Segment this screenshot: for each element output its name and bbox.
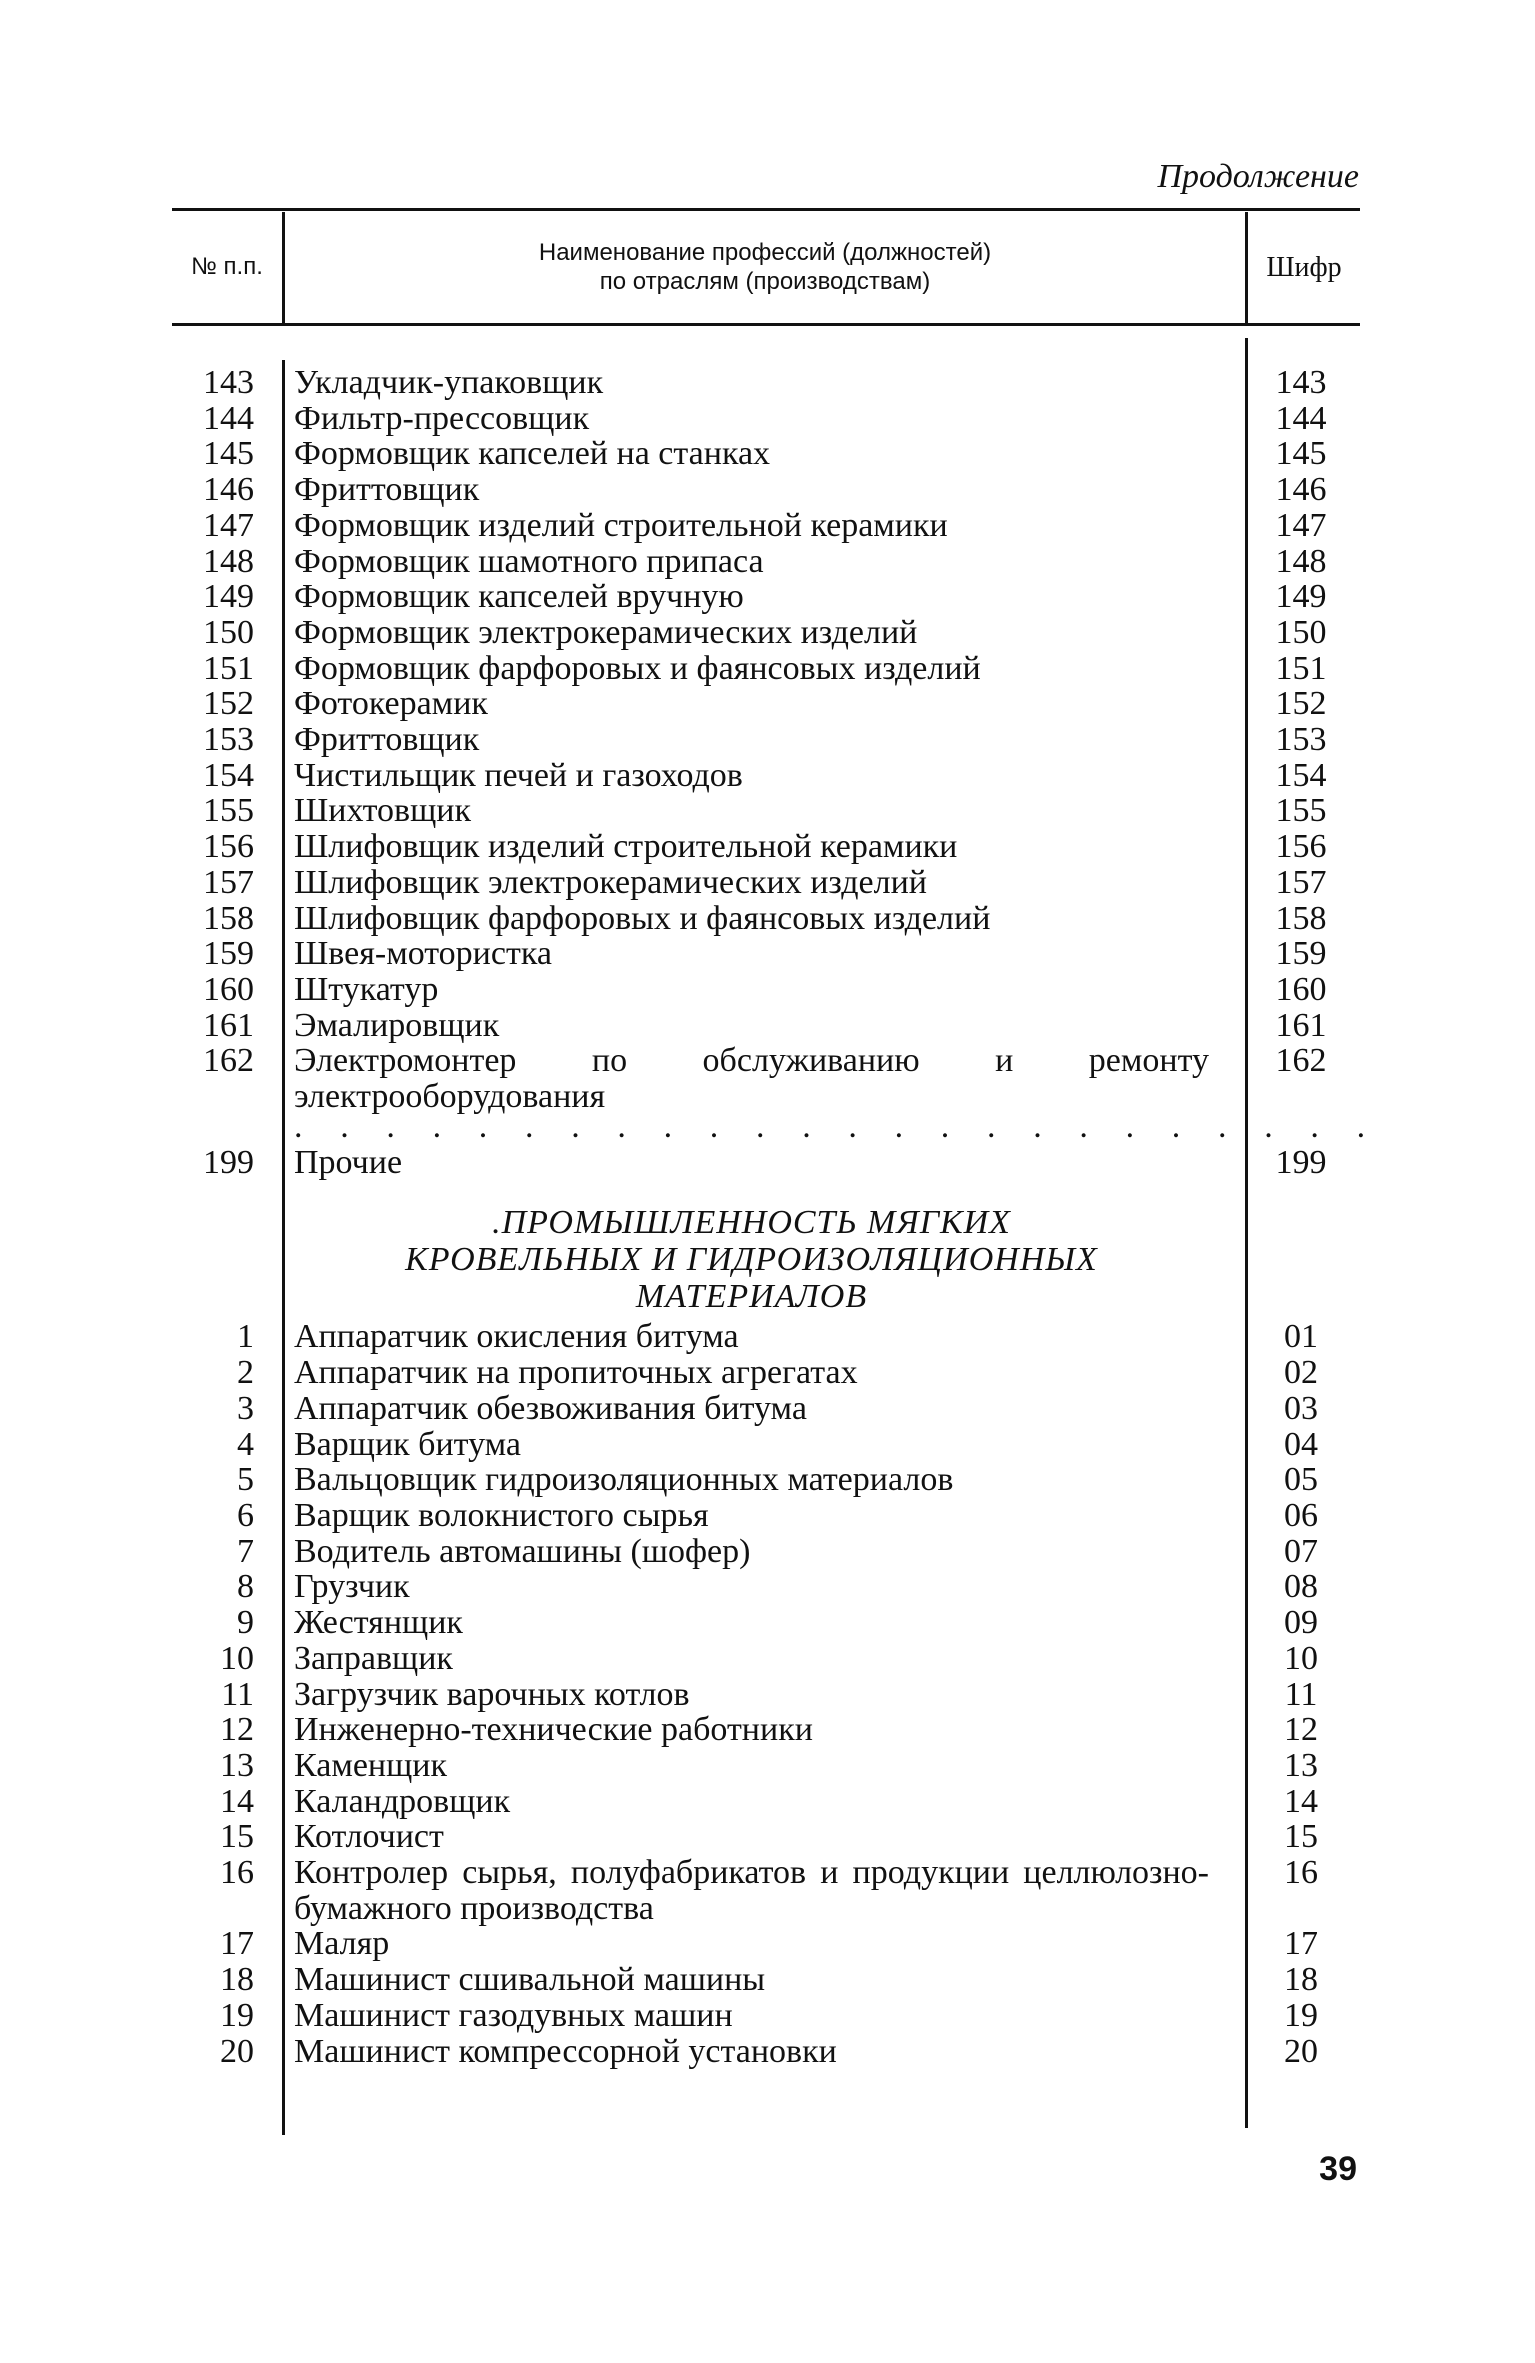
row-code: 146 xyxy=(1275,471,1327,509)
row-name: Контролер сырья, полуфабрикатов и продукции целлюлозно-бумажного производства xyxy=(294,1854,1209,1927)
row-num: 15 xyxy=(220,1818,254,1856)
row-name: Грузчик xyxy=(294,1568,410,1606)
section-title-line3: МАТЕРИАЛОВ xyxy=(635,1278,868,1316)
table-row xyxy=(172,1998,1360,2034)
table-row xyxy=(172,1391,1360,1427)
row-num: 147 xyxy=(203,506,254,544)
row-code: 05 xyxy=(1284,1461,1318,1499)
table-row xyxy=(172,1641,1360,1677)
table-row xyxy=(172,1498,1360,1534)
continued-label: Продолжение xyxy=(1157,158,1359,195)
row-num: 7 xyxy=(237,1532,254,1570)
row-name: Формовщик электрокерамических изделий xyxy=(294,613,918,651)
row-num: 14 xyxy=(220,1782,254,1820)
row-name: Котлочист xyxy=(294,1818,444,1856)
row-code: 11 xyxy=(1284,1675,1318,1713)
row-code: 06 xyxy=(1284,1496,1318,1534)
table-row xyxy=(172,1008,1360,1044)
table-row xyxy=(172,1569,1360,1605)
ellipsis-dots: . . . . . . . . . . . . . . . . . . . . . . . . xyxy=(294,1107,1380,1145)
page-number: 39 xyxy=(1319,2150,1357,2188)
table-row xyxy=(172,936,1360,972)
row-name: Маляр xyxy=(294,1925,390,1963)
row-name: Аппаратчик на пропиточных агрегатах xyxy=(294,1354,858,1392)
row-name: Прочие xyxy=(294,1143,403,1181)
row-name: Машинист газодувных машин xyxy=(294,1996,733,2034)
row-name: Аппаратчик обезвоживания битума xyxy=(294,1389,807,1427)
row-code: 03 xyxy=(1284,1389,1318,1427)
row-code: 143 xyxy=(1275,364,1327,401)
table-row xyxy=(172,1819,1360,1855)
table-row xyxy=(172,1677,1360,1713)
header-code: Шифр xyxy=(1266,251,1342,283)
header-name-line1: Наименование профессий (должностей) xyxy=(538,238,992,266)
row-code: 161 xyxy=(1275,1006,1327,1044)
row-name: Укладчик-упаковщик xyxy=(294,364,604,401)
table-row xyxy=(172,1748,1360,1784)
row-name: Фильтр-прессовщик xyxy=(294,399,590,437)
row-num: 12 xyxy=(220,1711,254,1749)
table-row xyxy=(172,2034,1360,2070)
row-name: Загрузчик варочных котлов xyxy=(294,1675,690,1713)
row-num: 161 xyxy=(203,1006,254,1044)
table-row xyxy=(172,651,1360,687)
row-num: 143 xyxy=(203,364,254,401)
section-title-line1: .ПРОМЫШЛЕННОСТЬ МЯГКИХ xyxy=(492,1204,1011,1242)
row-num: 154 xyxy=(203,756,254,794)
row-name: Варщик волокнистого сырья xyxy=(294,1496,709,1534)
table-row xyxy=(172,1926,1360,1962)
row-name: Каландровщик xyxy=(294,1782,511,1820)
table-row xyxy=(172,1712,1360,1748)
table-row xyxy=(172,544,1360,580)
row-num: 160 xyxy=(203,970,254,1008)
row-name: Фотокерамик xyxy=(294,685,488,723)
row-num: 13 xyxy=(220,1746,254,1784)
header-bottom-rule xyxy=(172,323,1360,326)
table-row xyxy=(172,1855,1360,1926)
row-name: Фриттовщик xyxy=(294,721,480,759)
row-num: 149 xyxy=(203,578,254,616)
row-num: 4 xyxy=(237,1425,254,1463)
row-code: 147 xyxy=(1275,506,1327,544)
row-name: Шихтовщик xyxy=(294,792,472,830)
row-code: 14 xyxy=(1284,1782,1318,1820)
row-num: 158 xyxy=(203,899,254,937)
table-row xyxy=(172,901,1360,937)
row-num: 156 xyxy=(203,828,254,866)
row-code: 17 xyxy=(1284,1925,1318,1963)
row-code: 151 xyxy=(1275,649,1327,687)
row-code: 02 xyxy=(1284,1354,1318,1392)
row-code: 09 xyxy=(1284,1604,1318,1642)
row-code: 19 xyxy=(1284,1996,1318,2034)
table-row xyxy=(172,436,1360,472)
table-row xyxy=(172,1319,1360,1355)
table-row xyxy=(172,1784,1360,1820)
row-name: Каменщик xyxy=(294,1746,448,1784)
row-num: 159 xyxy=(203,935,254,973)
row-code: 152 xyxy=(1275,685,1327,723)
row-num: 145 xyxy=(203,435,254,473)
row-num: 157 xyxy=(203,863,254,901)
row-num: 152 xyxy=(203,685,254,723)
row-name: Формовщик фарфоровых и фаянсовых изделий xyxy=(294,649,981,687)
row-num: 6 xyxy=(237,1496,254,1534)
row-name: Фриттовщик xyxy=(294,471,480,509)
table-row xyxy=(172,472,1360,508)
row-code: 144 xyxy=(1275,399,1327,437)
row-code: 20 xyxy=(1284,2032,1318,2070)
row-name: Чистильщик печей и газоходов xyxy=(294,756,743,794)
table-row xyxy=(172,401,1360,437)
table-top-rule xyxy=(172,208,1360,211)
row-code: 08 xyxy=(1284,1568,1318,1606)
row-name: Формовщик капселей на станках xyxy=(294,435,771,473)
row-num: 19 xyxy=(220,1996,254,2034)
table-row xyxy=(172,686,1360,722)
row-name: Формовщик капселей вручную xyxy=(294,578,744,616)
row-code: 157 xyxy=(1275,863,1327,901)
rows-group-a xyxy=(172,365,1360,1115)
row-name: Водитель автомашины (шофер) xyxy=(294,1532,751,1570)
row-code: 154 xyxy=(1275,756,1327,794)
table-row xyxy=(172,1427,1360,1463)
table-row xyxy=(172,758,1360,794)
table-row xyxy=(172,508,1360,544)
row-code: 04 xyxy=(1284,1425,1318,1463)
table-row xyxy=(172,1355,1360,1391)
row-code: 155 xyxy=(1275,792,1327,830)
row-name: Машинист компрессорной установки xyxy=(294,2032,837,2070)
table-row xyxy=(172,722,1360,758)
row-code: 148 xyxy=(1275,542,1327,580)
section-title xyxy=(294,1204,1209,1315)
row-num: 16 xyxy=(220,1854,254,1892)
row-code: 160 xyxy=(1275,970,1327,1008)
row-code: 162 xyxy=(1275,1042,1327,1080)
row-code: 199 xyxy=(1275,1143,1327,1181)
row-name: Жестянщик xyxy=(294,1604,463,1642)
table-row xyxy=(172,1043,1360,1114)
rows-group-b xyxy=(172,1319,1360,2069)
row-code: 12 xyxy=(1284,1711,1318,1749)
row-num: 144 xyxy=(203,399,254,437)
row-code: 150 xyxy=(1275,613,1327,651)
row-num: 153 xyxy=(203,721,254,759)
row-name: Шлифовщик электрокерамических изделий xyxy=(294,863,927,901)
table-row xyxy=(172,865,1360,901)
row-name: Вальцовщик гидроизоляционных материалов xyxy=(294,1461,954,1499)
row-name: Швея-мотористка xyxy=(294,935,552,973)
row-num: 10 xyxy=(220,1639,254,1677)
table-row xyxy=(172,1962,1360,1998)
row-name: Штукатур xyxy=(294,970,439,1008)
row-num: 17 xyxy=(220,1925,254,1963)
table-row xyxy=(172,615,1360,651)
row-num: 146 xyxy=(203,471,254,509)
row-code: 07 xyxy=(1284,1532,1318,1570)
row-name: Электромонтер по обслуживанию и ремонту электрооборудования xyxy=(294,1042,1209,1116)
row-num: 2 xyxy=(237,1354,254,1392)
row-num: 8 xyxy=(237,1568,254,1606)
row-code: 149 xyxy=(1275,578,1327,616)
row-num: 20 xyxy=(220,2032,254,2070)
row-num: 162 xyxy=(203,1042,254,1080)
row-num: 150 xyxy=(203,613,254,651)
row-num: 18 xyxy=(220,1961,254,1999)
row-num: 151 xyxy=(203,649,254,687)
row-code: 15 xyxy=(1284,1818,1318,1856)
row-name: Машинист сшивальной машины xyxy=(294,1961,766,1999)
table-row xyxy=(172,365,1360,401)
row-name: Инженерно-технические работники xyxy=(294,1711,813,1749)
row-num: 3 xyxy=(237,1389,254,1427)
table-row-other xyxy=(172,1145,1360,1181)
row-code: 01 xyxy=(1284,1318,1318,1356)
row-name: Формовщик изделий строительной керамики xyxy=(294,506,948,544)
row-num: 148 xyxy=(203,542,254,580)
row-name: Шлифовщик изделий строительной керамики xyxy=(294,828,958,866)
table-row xyxy=(172,1462,1360,1498)
row-num: 9 xyxy=(237,1604,254,1642)
table-row xyxy=(172,579,1360,615)
row-num: 1 xyxy=(237,1318,254,1356)
table-body xyxy=(172,364,1380,2070)
row-num: 199 xyxy=(203,1143,254,1181)
row-name: Заправщик xyxy=(294,1639,453,1677)
table-row xyxy=(172,829,1360,865)
row-code: 159 xyxy=(1275,935,1327,973)
row-code: 18 xyxy=(1284,1961,1318,1999)
header-name-line2: по отраслям (производствам) xyxy=(599,267,931,295)
table-row xyxy=(172,972,1360,1008)
row-num: 5 xyxy=(237,1461,254,1499)
row-code: 13 xyxy=(1284,1746,1318,1784)
row-name: Варщик битума xyxy=(294,1425,521,1463)
table-row xyxy=(172,1605,1360,1641)
header-num: № п.п. xyxy=(191,253,263,281)
row-num: 11 xyxy=(221,1675,254,1713)
row-code: 156 xyxy=(1275,828,1327,866)
row-code: 153 xyxy=(1275,721,1327,759)
row-code: 10 xyxy=(1284,1639,1318,1677)
row-code: 16 xyxy=(1284,1854,1318,1892)
row-name: Эмалировщик xyxy=(294,1006,500,1044)
row-name: Шлифовщик фарфоровых и фаянсовых изделий xyxy=(294,899,991,937)
row-code: 145 xyxy=(1275,435,1327,473)
header-name xyxy=(285,212,1245,323)
row-name: Формовщик шамотного припаса xyxy=(294,542,764,580)
table-row xyxy=(172,793,1360,829)
table-row xyxy=(172,1534,1360,1570)
row-name: Аппаратчик окисления битума xyxy=(294,1318,739,1356)
row-num: 155 xyxy=(203,792,254,830)
section-title-line2: КРОВЕЛЬНЫХ И ГИДРОИЗОЛЯЦИОННЫХ xyxy=(405,1241,1098,1279)
row-code: 158 xyxy=(1275,899,1327,937)
